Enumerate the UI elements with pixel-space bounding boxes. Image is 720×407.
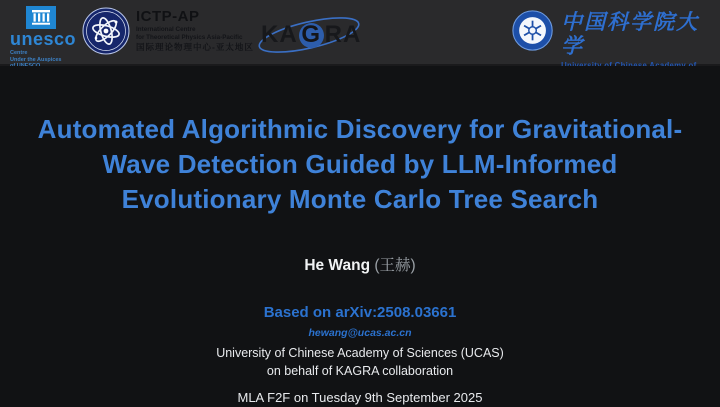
slide-title — [0, 112, 720, 217]
collaboration-line: on behalf of KAGRA collaboration — [266, 364, 454, 378]
kagra-letters-ra: RA — [324, 21, 362, 48]
kagra-wordmark — [261, 21, 361, 49]
kagra-letters-ka: KA — [261, 21, 298, 48]
title-line-2: Wave Detection Guided by LLM-Informed — [102, 149, 618, 179]
ictp-ap-logo — [82, 7, 254, 55]
author-email[interactable]: hewang@ucas.ac.cn — [308, 327, 412, 339]
kagra-logo — [257, 14, 361, 56]
unesco-tagline-2: Under the Auspices — [10, 56, 62, 63]
logo-header-bar — [0, 0, 720, 66]
kagra-letter-g: G — [299, 23, 324, 48]
author-line — [0, 253, 720, 275]
ictp-emblem-icon — [82, 7, 130, 55]
author-name-cjk: (王赫) — [370, 257, 416, 274]
ucas-emblem-icon — [512, 8, 553, 53]
unesco-tagline-1: Centre — [10, 50, 28, 56]
arxiv-reference[interactable]: Based on arXiv:2508.03661 — [263, 304, 457, 321]
title-slide — [0, 66, 720, 407]
unesco-temple-icon — [26, 6, 56, 29]
ucas-wordmark-cjk: 中国科学院大学 — [561, 11, 700, 58]
title-line-1: Automated Algorithmic Discovery for Gravitational- — [37, 114, 683, 144]
ictp-subtitle-1: International Centre — [136, 26, 196, 33]
ictp-subtitle-2: for Theoretical Physics Asia-Pacific — [136, 34, 243, 41]
title-line-3: Evolutionary Monte Carlo Tree Search — [121, 184, 599, 214]
ictp-subtitle-cjk: 国际理论物理中心-亚太地区 — [136, 42, 254, 52]
affiliation-line: University of Chinese Academy of Sciences (UCAS) — [216, 346, 504, 360]
event-date-line: MLA F2F on Tuesday 9th September 2025 — [237, 390, 483, 405]
unesco-wordmark: unesco — [10, 29, 77, 49]
ictp-wordmark: ICTP-AP — [136, 8, 200, 25]
author-name: He Wang — [304, 257, 371, 274]
